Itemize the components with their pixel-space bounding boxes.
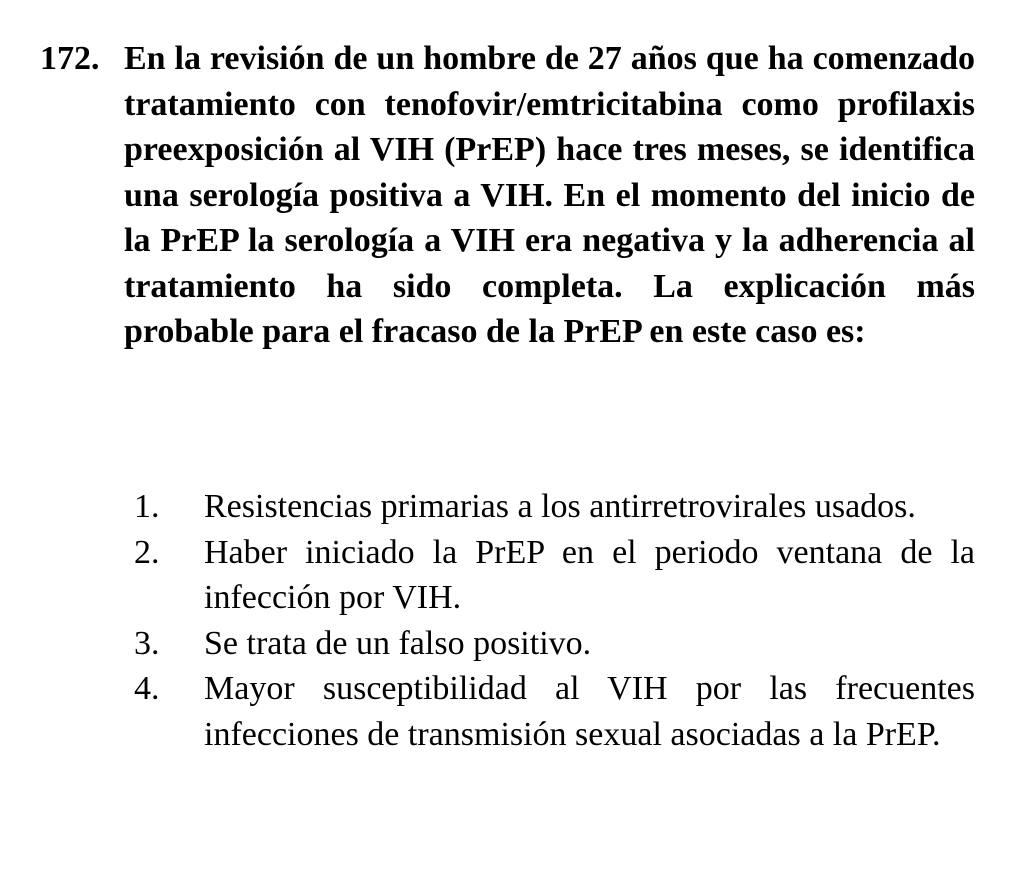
- option-text: Resistencias primarias a los antirretrovirales usados.: [204, 488, 916, 525]
- option-text: Se trata de un falso positivo.: [204, 624, 592, 662]
- option-number: 1.: [134, 488, 160, 525]
- question-header: [40, 36, 975, 355]
- option-text: Mayor susceptibilidad al VIH por las frecuentes infecciones de transmisión sexual asociadas a la PrEP.: [204, 670, 975, 753]
- question-stem: En la revisión de un hombre de 27 años que ha comenzado tratamiento con tenofovir/emtricitabina como profilaxis preexposición al VIH (PrEP) hace tres meses, se identifica una serología positiva a VIH. En el momento del inicio de la PrEP la serología a VIH era negativa y la adherencia al tratamiento ha sido completa. La explicación más probable para el fracaso de la PrEP en este caso es:: [124, 40, 975, 350]
- option-number: 2.: [134, 533, 160, 571]
- answer-option[interactable]: [124, 530, 975, 621]
- answer-options: [124, 484, 975, 757]
- option-number: 3.: [134, 624, 160, 662]
- answer-option[interactable]: [124, 666, 975, 757]
- option-number: 4.: [134, 670, 160, 707]
- option-text: Haber iniciado la PrEP en el periodo ventana de la infección por VIH.: [204, 533, 975, 616]
- question-block: [40, 36, 975, 355]
- question-number: 172.: [40, 40, 100, 77]
- answer-option[interactable]: [124, 621, 975, 667]
- answer-option[interactable]: [124, 484, 975, 530]
